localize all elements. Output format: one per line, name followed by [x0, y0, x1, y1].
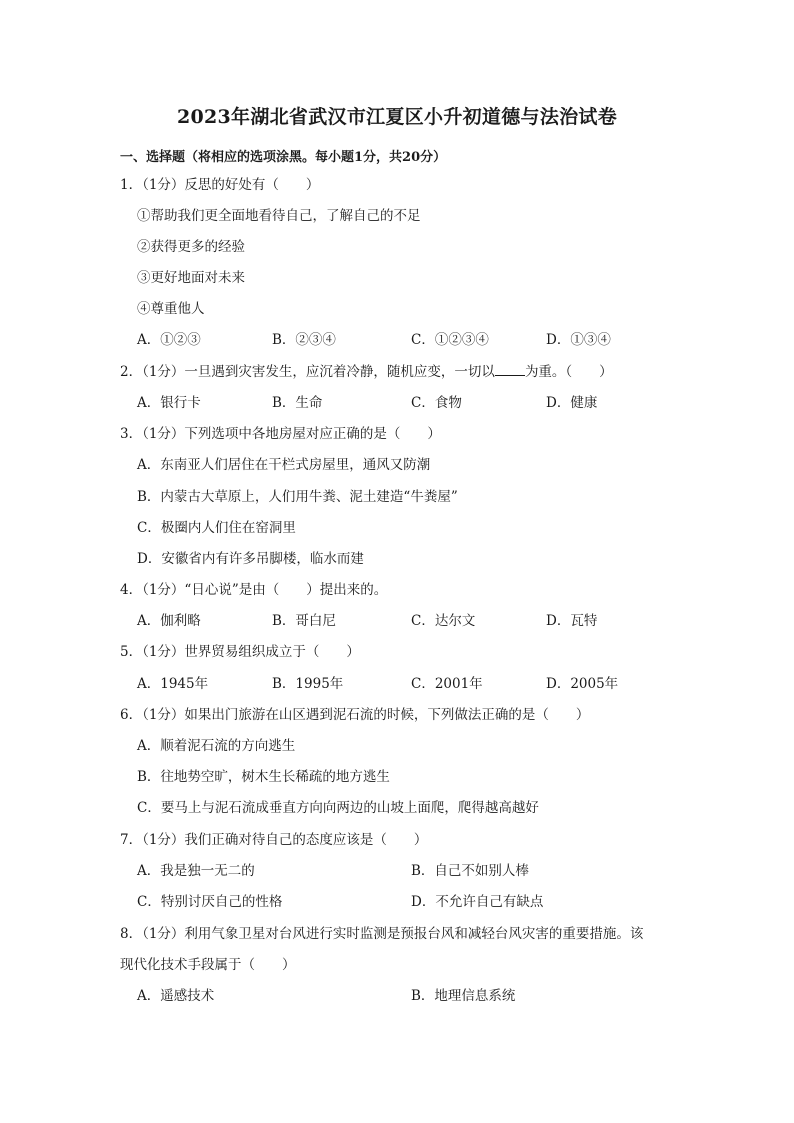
- question-1-option-b: B．②③④: [272, 332, 336, 348]
- question-3-stem: 3．（1分）下列选项中各地房屋对应正确的是（ ）: [120, 426, 441, 442]
- question-7-option-d: D．不允许自己有缺点: [411, 894, 544, 910]
- question-2-option-b: B．生命: [272, 395, 323, 411]
- question-5-option-d: D．2005年: [546, 676, 619, 692]
- question-1-item-2: ②获得更多的经验: [137, 239, 245, 255]
- question-8-option-b: B．地理信息系统: [411, 988, 516, 1004]
- question-2-option-d: D．健康: [546, 395, 598, 411]
- question-1-item-1: ①帮助我们更全面地看待自己，了解自己的不足: [137, 208, 421, 224]
- question-8-stem-line-2: 现代化技术手段属于（ ）: [120, 957, 296, 973]
- question-7-option-b: B．自己不如别人棒: [411, 863, 529, 879]
- question-6-option-a: A．顺着泥石流的方向逃生: [137, 738, 296, 754]
- question-1-option-d: D．①③④: [546, 332, 611, 348]
- question-3-option-d: D．安徽省内有许多吊脚楼，临水而建: [137, 551, 364, 567]
- question-2-stem-after: 为重。（ ）: [524, 364, 613, 380]
- question-7-option-a: A．我是独一无二的: [137, 863, 255, 879]
- question-3-option-b: B．内蒙古大草原上，人们用牛粪、泥土建造“牛粪屋”: [137, 489, 458, 505]
- question-1-item-4: ④尊重他人: [137, 301, 205, 317]
- question-6-stem: 6．（1分）如果出门旅游在山区遇到泥石流的时候，下列做法正确的是（ ）: [120, 707, 590, 723]
- question-6-option-b: B．往地势空旷，树木生长稀疏的地方逃生: [137, 769, 390, 785]
- question-1-option-a: A．①②③: [137, 332, 201, 348]
- question-2-stem: [120, 362, 613, 381]
- question-1-stem: 1．（1分）反思的好处有（ ）: [120, 177, 320, 193]
- question-6-option-c: C．要马上与泥石流成垂直方向向两边的山坡上面爬，爬得越高越好: [137, 800, 539, 816]
- question-5-option-a: A．1945年: [137, 676, 209, 692]
- question-5-stem: 5．（1分）世界贸易组织成立于（ ）: [120, 644, 360, 660]
- question-3-option-a: A．东南亚人们居住在干栏式房屋里，通风又防潮: [137, 457, 431, 473]
- question-1-option-c: C．①②③④: [411, 332, 489, 348]
- question-4-stem: 4．（1分）“日心说”是由（ ）提出来的。: [120, 582, 388, 598]
- answer-blank: [495, 362, 525, 376]
- question-8-option-a: A．遥感技术: [137, 988, 215, 1004]
- question-1-item-3: ③更好地面对未来: [137, 270, 245, 286]
- question-2-option-c: C．食物: [411, 395, 462, 411]
- question-3-option-c: C．极圈内人们住在窑洞里: [137, 520, 296, 536]
- question-4-option-c: C．达尔文: [411, 613, 476, 629]
- question-2-option-a: A．银行卡: [137, 395, 201, 411]
- question-4-option-a: A．伽利略: [137, 613, 201, 629]
- question-4-option-b: B．哥白尼: [272, 613, 336, 629]
- question-5-option-b: B．1995年: [272, 676, 344, 692]
- question-7-option-c: C．特别讨厌自己的性格: [137, 894, 283, 910]
- section-heading: 一、选择题（将相应的选项涂黑。每小题1分，共20分）: [120, 150, 447, 165]
- question-5-option-c: C．2001年: [411, 676, 483, 692]
- question-7-stem: 7．（1分）我们正确对待自己的态度应该是（ ）: [120, 832, 428, 848]
- page-title: 2023年湖北省武汉市江夏区小升初道德与法治试卷: [176, 106, 618, 128]
- question-8-stem-line-1: 8．（1分）利用气象卫星对台风进行实时监测是预报台风和减轻台风灾害的重要措施。该: [120, 926, 644, 942]
- question-4-option-d: D．瓦特: [546, 613, 598, 629]
- question-2-stem-before: 2．（1分）一旦遇到灾害发生，应沉着冷静，随机应变，一切以: [120, 364, 495, 380]
